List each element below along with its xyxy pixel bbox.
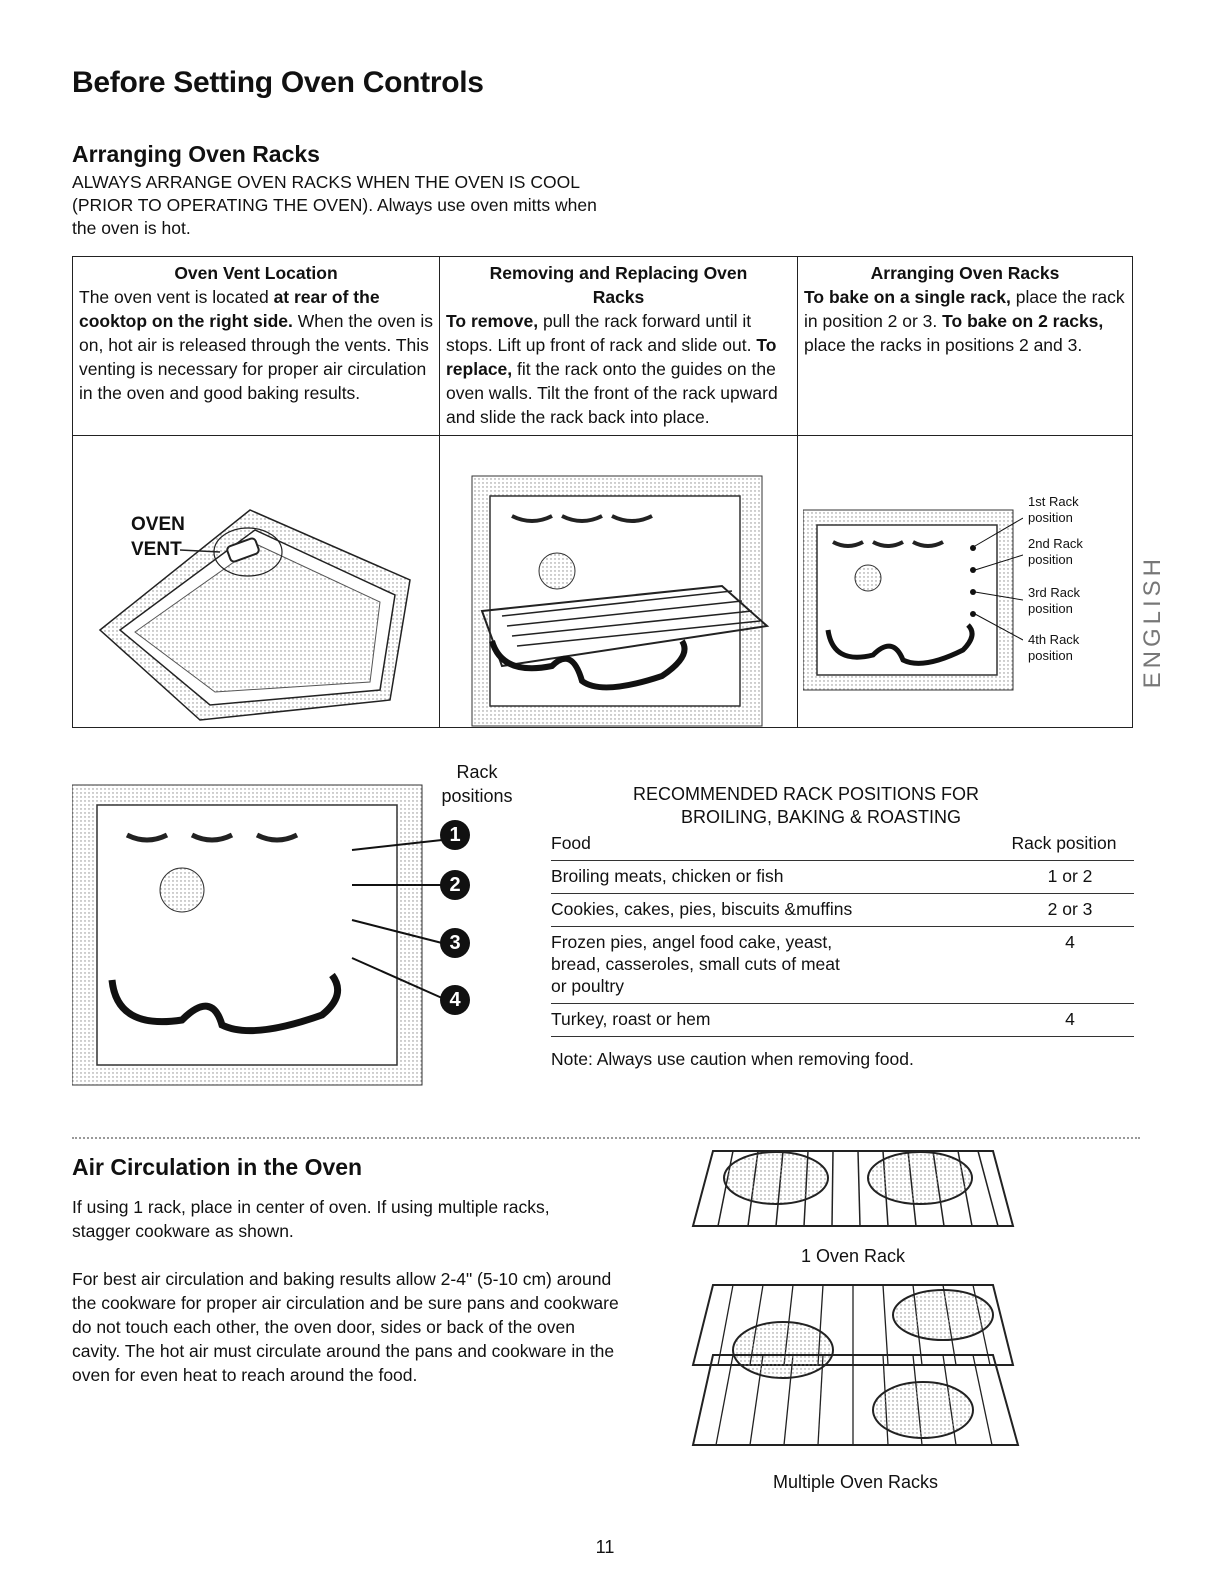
food-cell: Frozen pies, angel food cake, yeast, bread, casseroles, small cuts of meat or poultry — [551, 932, 840, 996]
table-row — [551, 861, 1134, 894]
oven-vent-label: OVEN VENT — [131, 514, 185, 560]
position-cell: 1 or 2 — [1047, 866, 1093, 886]
food-cell: Turkey, roast or hem — [551, 1009, 711, 1029]
single-rack-illustration — [688, 1146, 1018, 1241]
col-remove — [440, 257, 798, 436]
col-remove-text: To remove, pull the rack forward until it stops. Lift up front of rack and slide out. To replace, fit the rack onto the guides on the oven walls. Tilt the front of the rack upward and slide the rack back into place. — [446, 311, 778, 427]
rack-position-3-label: 3rd Rack position — [1028, 585, 1081, 616]
col-vent — [73, 257, 440, 436]
rack-removal-illustration — [462, 466, 772, 736]
table-header-row — [551, 828, 1134, 861]
caution-note: Note: Always use caution when removing food. — [551, 1049, 914, 1069]
col-arrange-text: To bake on a single rack, place the rack in position 2 or 3. To bake on 2 racks, place the racks in positions 2 and 3. — [804, 287, 1125, 355]
rack-position-4-label: 4th Rack position — [1028, 632, 1080, 663]
rack-number-1-badge: 1 — [440, 820, 470, 850]
racks-heading: Arranging Oven Racks — [72, 141, 320, 167]
section-divider — [72, 1137, 1140, 1139]
food-cell: Cookies, cakes, pies, biscuits &muffins — [551, 899, 853, 919]
recommended-title: RECOMMENDED RACK POSITIONS FOR BROILING, BAKING & ROASTING — [632, 784, 980, 827]
col-vent-header: Oven Vent Location — [174, 263, 338, 283]
col-remove-header: Removing and Replacing Oven Racks — [489, 263, 748, 307]
position-cell: 2 or 3 — [1047, 899, 1093, 919]
position-column-header: Rack position — [1011, 833, 1117, 853]
multiple-racks-illustration — [688, 1280, 1033, 1460]
page-number: 11 — [595, 1537, 615, 1557]
side-language-tab: ENGLISH — [1139, 555, 1166, 689]
food-cell: Broiling meats, chicken or fish — [551, 866, 784, 886]
recommended-rack-table — [551, 828, 1134, 1070]
table-row — [551, 927, 1134, 1004]
table-row — [551, 1004, 1134, 1037]
rack-number-2-badge: 2 — [440, 870, 470, 900]
col-vent-text: The oven vent is located at rear of the cooktop on the right side. When the oven is on, hot air is released through the vents. This venting is necessary for proper air circulation in the oven and good baking results. — [79, 287, 433, 403]
food-column-header: Food — [551, 833, 591, 853]
racks-section — [72, 141, 612, 240]
air-circulation-section — [72, 1154, 632, 1387]
racks-intro: ALWAYS ARRANGE OVEN RACKS WHEN THE OVEN IS COOL (PRIOR TO OPERATING THE OVEN). Always use oven mitts when the oven is hot. — [72, 172, 597, 238]
col-arrange — [798, 257, 1133, 436]
single-rack-caption: 1 Oven Rack — [800, 1246, 906, 1266]
oven-vent-illustration — [80, 470, 425, 742]
table-row — [551, 894, 1134, 927]
position-cell: 4 — [1065, 1009, 1075, 1029]
air-paragraph-2: For best air circulation and baking results allow 2-4" (5-10 cm) around the cookware for proper air circulation and be sure pans and cookware do not touch each other, the oven door, sides or back of the oven cavity. The hot air must circulate around the pans and cookware in the oven for even heat to reach around the food. — [72, 1269, 619, 1385]
oven-rack-positions-illustration — [72, 780, 492, 1090]
rack-number-4-badge: 4 — [440, 985, 470, 1015]
rack-position-1-label: 1st Rack position — [1028, 494, 1079, 525]
rack-number-3-badge: 3 — [440, 928, 470, 958]
rack-position-2-label: 2nd Rack position — [1028, 536, 1083, 567]
rack-positions-illustration — [803, 500, 1023, 695]
rack-positions-label: Rack positions — [441, 762, 513, 806]
air-heading: Air Circulation in the Oven — [72, 1154, 363, 1180]
col-arrange-header: Arranging Oven Racks — [870, 263, 1060, 283]
position-cell: 4 — [1065, 932, 1075, 952]
multiple-racks-caption: Multiple Oven Racks — [772, 1472, 939, 1492]
air-paragraph-1: If using 1 rack, place in center of oven. If using multiple racks, stagger cookware as shown. — [72, 1197, 550, 1241]
page-title: Before Setting Oven Controls — [72, 66, 484, 99]
